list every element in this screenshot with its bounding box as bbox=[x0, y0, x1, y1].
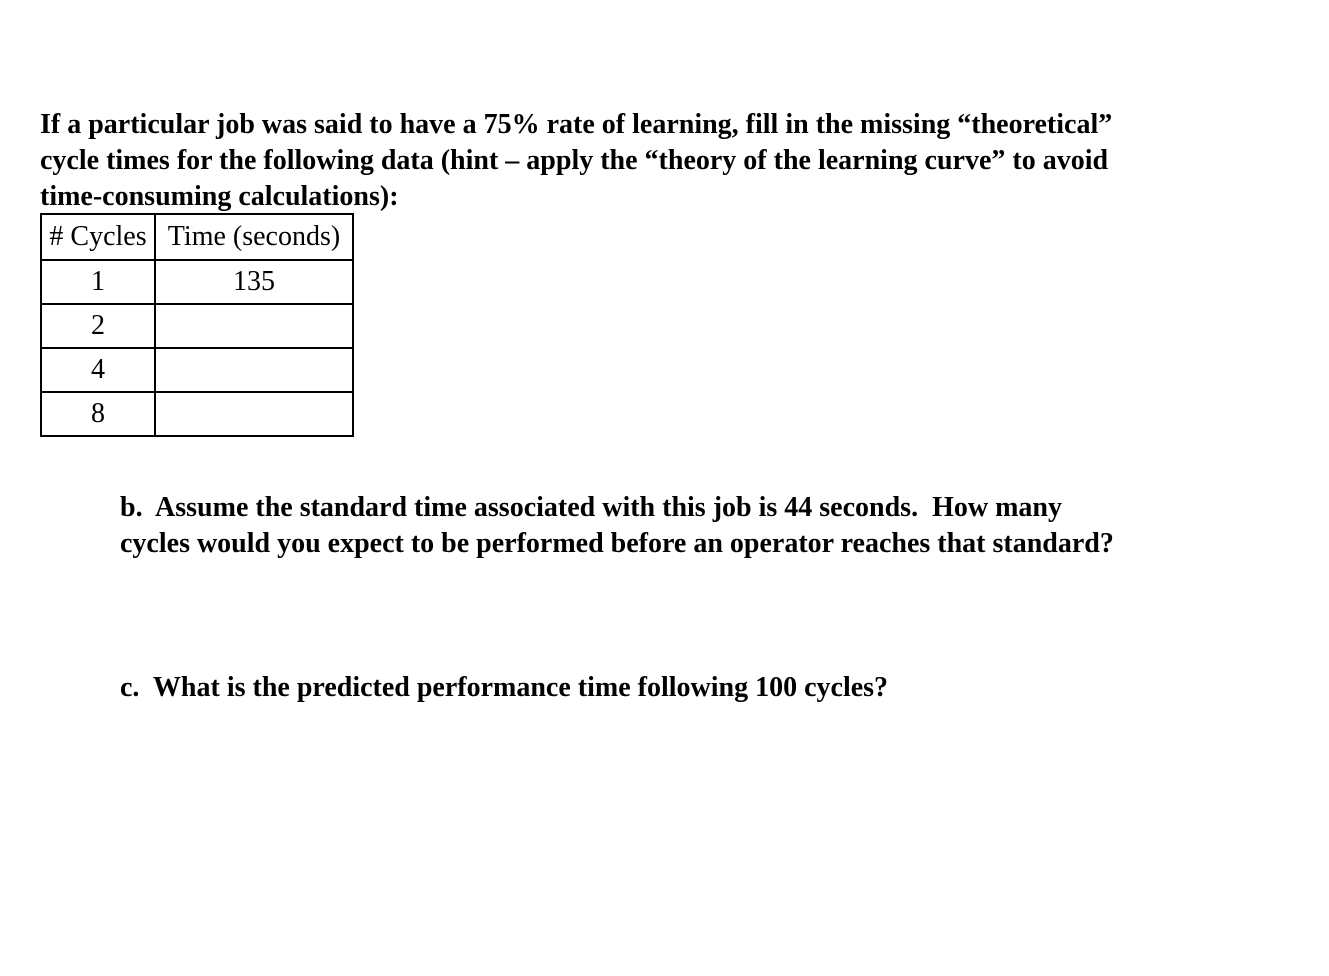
intro-line-3: time-consuming calculations): bbox=[40, 181, 399, 212]
question-b-line-2: cycles would you expect to be performed before an operator reaches that standard? bbox=[120, 528, 1114, 559]
table-row bbox=[41, 392, 353, 436]
intro-line-1: If a particular job was said to have a 75% rate of learning, fill in the missing “theoretical” bbox=[40, 109, 1113, 140]
time-cell bbox=[155, 348, 353, 392]
header-cycles: # Cycles bbox=[41, 214, 155, 260]
time-cell bbox=[155, 392, 353, 436]
intro-line-2: cycle times for the following data (hint – apply the “theory of the learning curve” to avoid bbox=[40, 145, 1109, 176]
table-row bbox=[41, 348, 353, 392]
question-b-line-1: b. Assume the standard time associated with this job is 44 seconds. How many bbox=[120, 492, 1062, 523]
table-row bbox=[41, 260, 353, 304]
cycles-cell: 8 bbox=[41, 392, 155, 436]
table-header-row bbox=[41, 214, 353, 260]
question-b bbox=[120, 490, 1300, 562]
table-row bbox=[41, 304, 353, 348]
cycles-cell: 1 bbox=[41, 260, 155, 304]
question-c-line-1: c. What is the predicted performance time following 100 cycles? bbox=[120, 672, 889, 703]
learning-curve-table bbox=[40, 213, 354, 437]
time-cell bbox=[155, 304, 353, 348]
cycles-cell: 2 bbox=[41, 304, 155, 348]
time-cell: 135 bbox=[155, 260, 353, 304]
cycles-cell: 4 bbox=[41, 348, 155, 392]
header-time: Time (seconds) bbox=[155, 214, 353, 260]
question-c bbox=[120, 670, 1300, 706]
problem-intro bbox=[40, 107, 1310, 215]
